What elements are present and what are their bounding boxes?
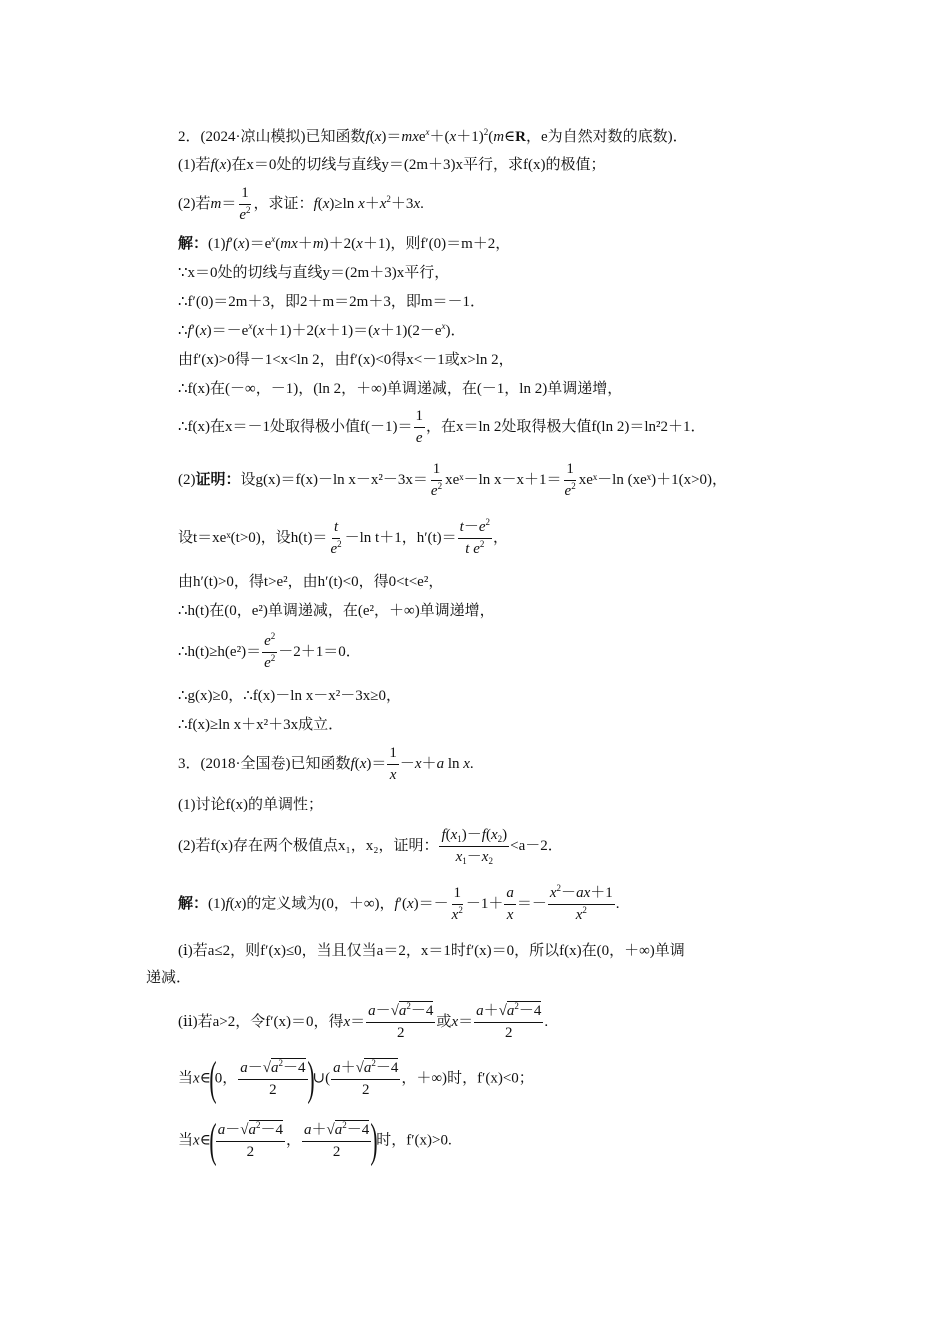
problem-2-title: 2．(2024·凉山模拟)已知函数$f(x)=mxe^x+(x+1)^2(m\in R$，e为自然对数的底数)． xyxy=(178,127,688,145)
proof-line-6: ∴g(x)≥0，∴f(x)－ln x－x²－3x≥0， xyxy=(178,688,401,704)
problem-3-q2: (2)若f(x)存在两个极值点x₁，x₂，证明： $\frac{f(x_1)-f(x_2)}{x_1-x_2}$ <a－2． xyxy=(178,827,563,866)
proof-line-2: 设t＝xeˣ(t>0)，设h(t)＝ $\frac{t}{e^2}$ －ln t＋1，h′(t)＝ $\frac{t-e^2}{t e^2}$ ， xyxy=(178,517,509,557)
proof-line-5: ∴h(t)≥h(e²)＝ $\frac{e^2}{e^2}$ －2＋1＝0． xyxy=(178,631,361,671)
solution-line-3: ∴f′(0)＝2m＋3，即2＋m＝2m＋3，即m＝－1． xyxy=(178,294,485,310)
solution-line-4: $\therefore f'(x)=-e^x(x+1)+2(x+1)=(x+1)(2-e^x)$． xyxy=(178,321,466,339)
solution-line-7: ∴f(x)在x＝－1处取得极小值f(－1)＝ $\frac{1}{e}$ ，在x＝ln 2处取得极大值f(ln 2)＝ln²2＋1． xyxy=(178,408,706,446)
p3-solution-line-1: 解：(1)f(x)的定义域为(0，＋∞)，f′(x)＝－ $\frac{1}{x^2}$ －1＋ $\frac{a}{x}$ ＝－ $\frac{x^2-ax+1}{x^2}$ . xyxy=(178,883,620,923)
problem-3-title: 3．(2018·全国卷)已知函数f(x)＝ $\frac{1}{x}$ －x＋a ln x. xyxy=(178,745,474,783)
solution-line-2: ∵x＝0处的切线与直线y＝(2m＋3)x平行， xyxy=(178,265,450,281)
problem-2-q1: (1)若f(x)在x＝0处的切线与直线y＝(2m＋3)x平行，求f(x)的极值； xyxy=(178,157,606,173)
problem-2-q2: (2)若m＝ $\frac{1}{e^2}$ ，求证：f(x)≥ln $x+x^2+3x$. xyxy=(178,185,424,223)
p3-case-i: (ⅰ)若a≤2，则f′(x)≤0，当且仅当a＝2，x＝1时f′(x)＝0，所以f(x)在(0，＋∞)单调 xyxy=(178,943,685,959)
p3-interval-1: 当x∈(0， $\frac{a-√a^2-4}{2}$ )∪( $\frac{a+√a^2-4}{2}$ ，＋∞)时，f′(x)<0； xyxy=(178,1052,534,1105)
p3-case-i-cont: 递减． xyxy=(146,970,192,986)
p3-interval-2: 当x∈( $\frac{a-√a^2-4}{2}$ ， $\frac{a+√a^2-4}{2}$ )时，f′(x)>0. xyxy=(178,1114,452,1167)
solution-line-6: ∴f(x)在(－∞，－1)，(ln 2，＋∞)单调递减，在(－1，ln 2)单调递增， xyxy=(178,381,623,397)
problem-3-q1: (1)讨论f(x)的单调性； xyxy=(178,797,323,813)
p3-case-ii: (ⅱ)若a>2，令f′(x)＝0，得x＝ $\frac{a-√a^2-4}{2}$ 或x＝ $\frac{a+√a^2-4}{2}$ . xyxy=(178,1001,549,1041)
solution-line-1: 解：$(1)f'(x)=e^x(mx+m)+2(x+1)$，则f′(0)＝m＋2， xyxy=(178,234,511,252)
proof-line-1: (2)证明：设g(x)＝f(x)－ln x－x²－3x＝ $\frac{1}{e^2}$ xeˣ－ln x－x＋1＝ $\frac{1}{e^2}$ xeˣ－ln (xeˣ)＋1(x>0)， xyxy=(178,461,728,499)
proof-line-3: 由h′(t)>0，得t>e²，由h′(t)<0，得0<t<e²， xyxy=(178,574,444,590)
proof-line-7: ∴f(x)≥ln x＋x²＋3x成立． xyxy=(178,717,344,733)
solution-line-5: 由f′(x)>0得－1<x<ln 2，由f′(x)<0得x<－1或x>ln 2， xyxy=(178,352,514,368)
proof-line-4: ∴h(t)在(0，e²)单调递减，在(e²，＋∞)单调递增， xyxy=(178,603,495,619)
